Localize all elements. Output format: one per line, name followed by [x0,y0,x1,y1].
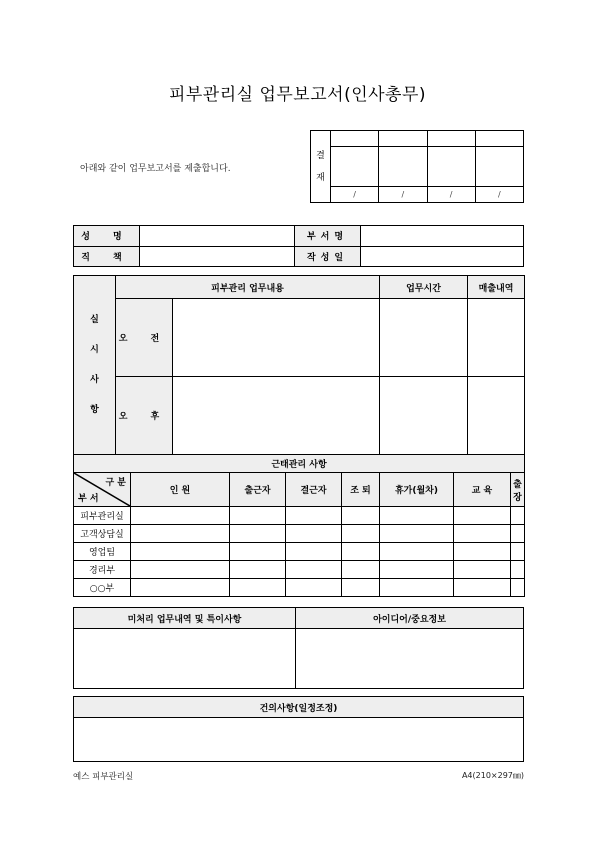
table-cell[interactable] [380,543,454,561]
afternoon-content-field[interactable] [173,377,380,455]
table-cell[interactable] [454,507,511,525]
notes-table [73,607,524,689]
col-header-training: 교 육 [454,473,511,507]
col-header-present: 출근자 [230,473,286,507]
table-cell[interactable] [511,543,525,561]
morning-time-field[interactable] [380,299,468,377]
approval-sign-3[interactable] [427,147,475,187]
morning-label: 오 전 [116,299,173,377]
approval-date-1[interactable]: / [331,187,379,203]
table-row [74,507,525,525]
info-table [73,225,524,267]
pending-issues-header: 미처리 업무내역 및 특이사항 [74,608,296,629]
table-cell[interactable] [342,507,380,525]
table-cell[interactable] [380,579,454,597]
table-cell[interactable] [511,525,525,543]
approval-date-3[interactable]: / [427,187,475,203]
diag-top-label: 구 분 [105,478,126,488]
table-cell[interactable] [380,561,454,579]
table-cell[interactable] [230,525,286,543]
suggestion-field[interactable] [74,718,524,762]
department-label: 피부관리실 [74,507,131,525]
table-cell[interactable] [511,561,525,579]
approval-sign-1[interactable] [331,147,379,187]
col-header-absent: 결근자 [286,473,342,507]
col-header-business-trip: 출 장 [511,473,525,507]
footer-company: 예스 피부관리실 [73,772,134,782]
intro-text: 아래와 같이 업무보고서를 제출합니다. [80,164,231,174]
date-label: 작성일 [295,246,361,267]
table-cell[interactable] [131,507,230,525]
table-cell[interactable] [230,543,286,561]
approval-sign-2[interactable] [379,147,427,187]
table-cell[interactable] [131,561,230,579]
ideas-field[interactable] [296,629,524,689]
table-row [74,579,525,597]
section-label-char: 시 [90,345,99,355]
name-field[interactable] [140,226,295,247]
table-cell[interactable] [511,507,525,525]
department-label: 경리부 [74,561,131,579]
table-cell[interactable] [131,543,230,561]
approval-title-3[interactable] [427,131,475,147]
table-cell[interactable] [380,525,454,543]
col-header-staff: 인 원 [131,473,230,507]
approval-label-bottom: 재 [316,172,325,183]
name-label: 성 명 [74,226,140,247]
afternoon-label: 오 후 [116,377,173,455]
approval-date-2[interactable]: / [379,187,427,203]
position-label: 직 책 [74,246,140,267]
table-cell[interactable] [230,507,286,525]
approval-sign-4[interactable] [475,147,523,187]
dept-name-field[interactable] [361,226,524,247]
table-cell[interactable] [286,579,342,597]
table-cell[interactable] [286,507,342,525]
table-cell[interactable] [230,579,286,597]
department-label: 고객상담실 [74,525,131,543]
section-label-char: 실 [90,315,99,325]
approval-box [310,130,524,203]
table-row [74,543,525,561]
table-cell[interactable] [342,561,380,579]
table-cell[interactable] [131,579,230,597]
department-label: ○○부 [74,579,131,597]
diag-bottom-label: 부 서 [78,494,99,504]
afternoon-sales-field[interactable] [468,377,525,455]
ideas-header: 아이디어/중요정보 [296,608,524,629]
date-field[interactable] [361,246,524,267]
suggestion-table [73,696,524,762]
department-label: 영업팀 [74,543,131,561]
attendance-corner-cell [74,473,131,507]
sales-header: 매출내역 [468,276,525,299]
approval-date-4[interactable]: / [475,187,523,203]
table-cell[interactable] [454,543,511,561]
footer-paper-size: A4(210×297㎜) [461,771,524,780]
table-cell[interactable] [286,525,342,543]
section-label-char: 사 [90,375,99,385]
table-cell[interactable] [230,561,286,579]
approval-label-top: 결 [316,150,325,161]
table-cell[interactable] [454,561,511,579]
table-cell[interactable] [511,579,525,597]
table-cell[interactable] [380,507,454,525]
section-label-char: 항 [90,405,99,415]
pending-issues-field[interactable] [74,629,296,689]
position-field[interactable] [140,246,295,267]
approval-title-1[interactable] [331,131,379,147]
morning-sales-field[interactable] [468,299,525,377]
main-report-table [73,275,525,597]
table-cell[interactable] [286,543,342,561]
suggestion-header: 건의사항(일정조정) [74,697,524,718]
page-title: 피부관리실 업무보고서(인사총무) [168,85,427,105]
section-label [74,276,116,455]
afternoon-time-field[interactable] [380,377,468,455]
work-time-header: 업무시간 [380,276,468,299]
work-content-header: 피부관리 업무내용 [116,276,380,299]
table-cell[interactable] [286,561,342,579]
table-cell[interactable] [454,579,511,597]
table-cell[interactable] [342,525,380,543]
approval-title-4[interactable] [475,131,523,147]
dept-name-label: 부서명 [295,226,361,247]
table-row [74,561,525,579]
approval-label [311,131,331,203]
col-header-early-leave: 조 퇴 [342,473,380,507]
attendance-header: 근태관리 사항 [74,455,525,473]
table-cell[interactable] [454,525,511,543]
col-header-vacation: 휴가(월차) [380,473,454,507]
morning-content-field[interactable] [173,299,380,377]
table-cell[interactable] [131,525,230,543]
table-cell[interactable] [342,579,380,597]
table-cell[interactable] [342,543,380,561]
table-row [74,525,525,543]
approval-title-2[interactable] [379,131,427,147]
